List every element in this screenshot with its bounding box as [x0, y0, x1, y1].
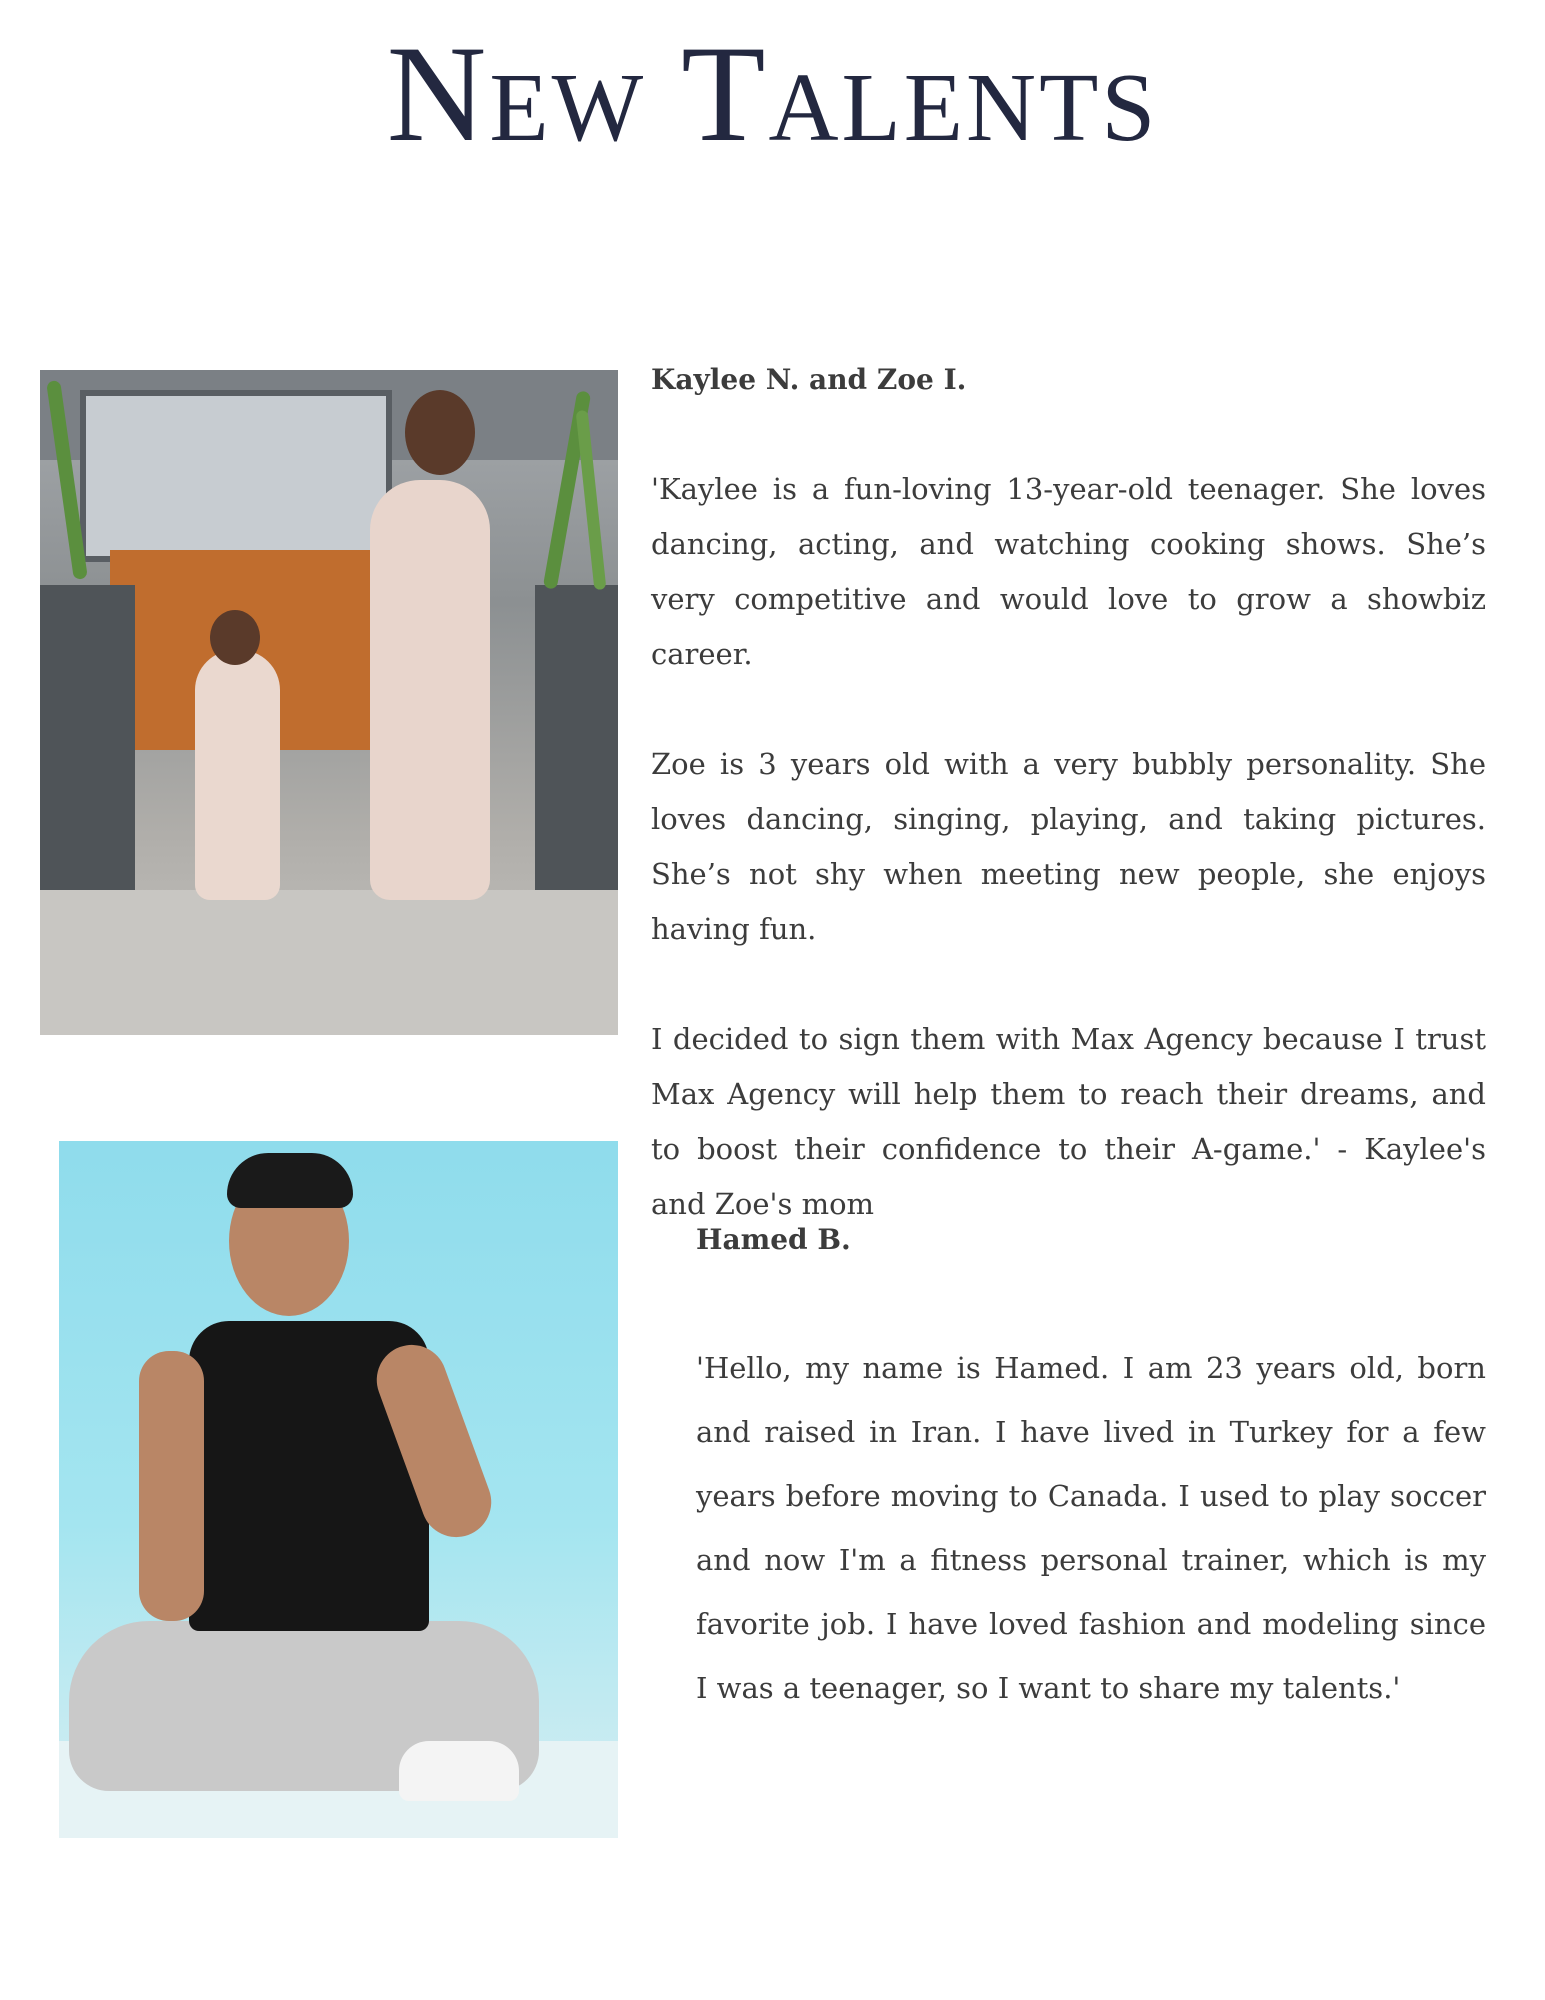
bio-paragraph: 'Hello, my name is Hamed. I am 23 years old, born and raised in Iran. I have lived in Turkey for a few years before moving to Canada. I used to play soccer and now I'm a fitness personal trainer, which is my favorite job. I have loved fashion and modeling since I was a teenager, so I want to share my talents.' — [696, 1351, 1486, 1705]
talent-photo-kaylee-zoe — [40, 370, 618, 1035]
photo-background-window — [80, 390, 392, 562]
photo-arm — [139, 1351, 204, 1621]
talent-name: Kaylee N. and Zoe I. — [651, 363, 967, 396]
photo-floor-tiles — [40, 890, 618, 1035]
photo-teen-head — [405, 390, 475, 475]
talent-photo-hamed — [59, 1141, 618, 1838]
bio-paragraph: 'Kaylee is a fun-loving 13-year-old teenager. She loves dancing, acting, and watching cooking shows. She’s very competitive and would love to grow a showbiz career. — [651, 472, 1486, 671]
talent-bio-kaylee-zoe — [651, 352, 1486, 1287]
photo-hair — [227, 1153, 353, 1208]
bio-paragraph: I decided to sign them with Max Agency because I trust Max Agency will help them to reach their dreams, and to boost their confidence to their A-game.' - Kaylee's and Zoe's mom — [651, 1022, 1486, 1221]
photo-child-figure — [195, 650, 280, 900]
photo-teen-figure — [370, 480, 490, 900]
photo-child-head — [210, 610, 260, 665]
page-title: New Talents — [386, 17, 1159, 170]
talent-name: Hamed B. — [696, 1223, 851, 1256]
talent-bio-hamed — [696, 1208, 1486, 1720]
bio-paragraph: Zoe is 3 years old with a very bubbly personality. She loves dancing, singing, playing, and taking pictures. She’s not shy when meeting new people, she enjoys having fun. — [651, 747, 1486, 946]
photo-sneaker — [399, 1741, 519, 1801]
